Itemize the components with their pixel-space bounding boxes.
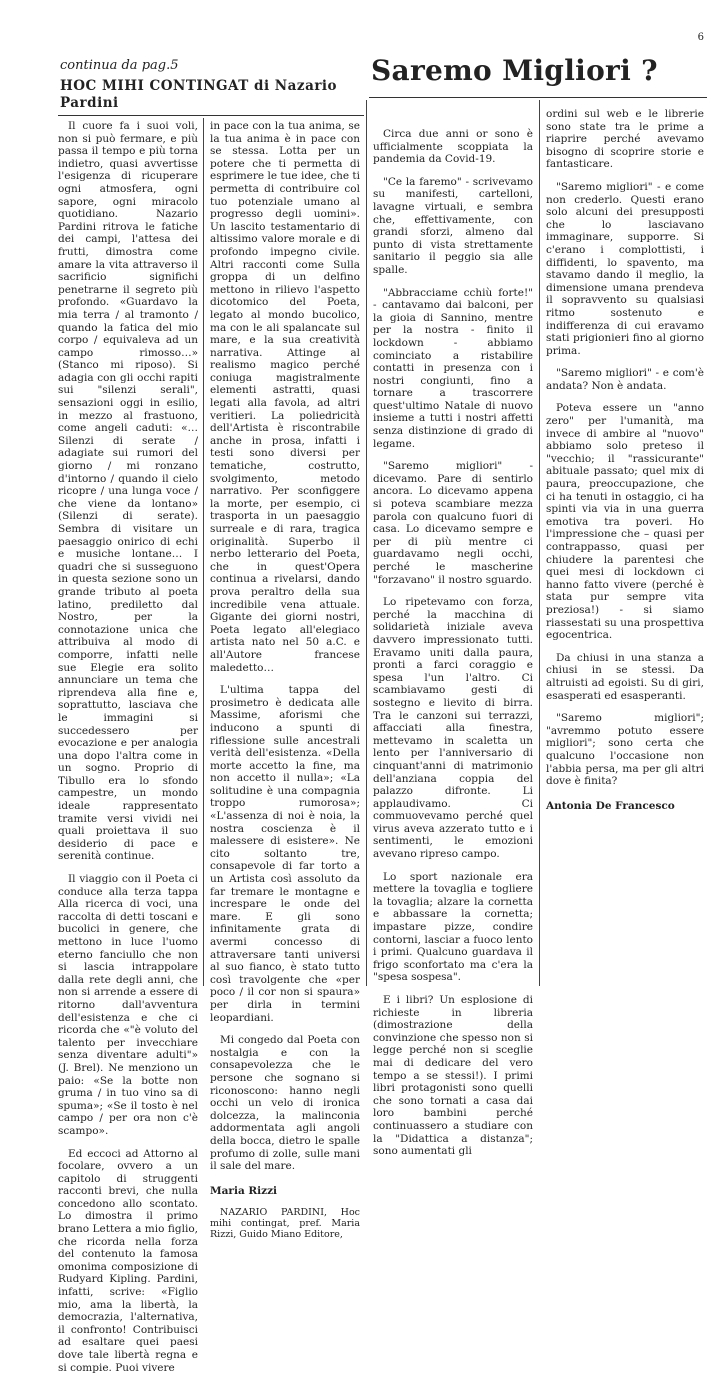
- paragraph: Ed eccoci ad Attorno al focolare, ovvero a un capitolo di struggenti racconti brevi, che nulla concedono allo scontato. Lo dimostra il primo brano Lettera a mio figlio, che ricorda nella forza del contenuto la famosa omonima composizione di Rudyard Kipling. Pardini, infatti, scrive: «Figlio mio, ama la libertà, la democrazia, l'alternativa, il confronto! Contribuisci ad esaltare quei paesi dove tale libertà regna e si compie. Puoi vivere: [58, 1148, 198, 1374]
- paragraph: Circa due anni or sono è ufficialmente scoppiata la pandemia da Covid-19.: [373, 128, 533, 166]
- paragraph: Mi congedo dal Poeta con nostalgia e con la consapevolezza che le persone che sognano si riconoscono: hanno negli occhi un velo di ironica dolcezza, la malinconia addormentata agli angoli della bocca, dietro le spalle profumo di zolle, sulle mani il sale del mare.: [210, 1034, 360, 1173]
- article-heading-left: HOC MIHI CONTINGAT di Nazario Pardini: [60, 78, 360, 112]
- column-divider: [203, 118, 204, 986]
- column-3: [373, 128, 533, 984]
- paragraph: Lo ripetevamo con forza, perché la macchina di solidarietà iniziale aveva davvero impressionato tutti. Eravamo uniti dalla paura, pronti a farci coraggio e spesa l'un l'altro. Ci scambiavamo gesti di sostegno e lievito di birra. Tra le canzoni sui terrazzi, affacciati alla finestra, mettevamo in scaletta un lento per l'anniversario di cinquant'anni di matrimonio dell'anziana coppia del palazzo difronte. Li applaudivamo. Ci commuovevamo perché quel virus aveva azzerato tutto e i sentimenti, le emozioni avevano ripreso campo.: [373, 596, 533, 860]
- paragraph: Il cuore fa i suoi voli, non si può fermare, e più passa il tempo e più torna indietro, quasi avvertisse l'esigenza di ricuperare ogni atmosfera, ogni sapore, ogni miracolo quotidiano. Nazario Pardini ritrova le fatiche dei campi, l'attesa dei frutti, dimostra come amare la vita attraverso il sacrificio significhi penetrarne il segreto più profondo. «Guardavo la mia terra / al tramonto / quando la fatica del mio corpo / equivaleva ad un campo rimosso…» (Stanco mi riposo). Si adagia con gli occhi rapiti sui "silenzi serali", sensazioni oggi in esilio, in mezzo al frastuono, come angeli caduti: «…Silenzi di serate / adagiate sui rumori del giorno / mi ronzano d'intorno / quando il cielo ricopre / una lunga voce / che viene da lontano» (Silenzi di serate). Sembra di visitare un paesaggio onirico di echi e musiche lontane… I quadri che si susseguono in questa sezione sono un grande tributo al poeta latino, prediletto dal Nostro, per la connotazione unica che attribuiva al modo di comporre, infatti nelle sue Elegie era solito annunciare un tema che riprendeva alla fine e, soprattutto, lasciava che le immagini si succedessero per evocazione e per analogia una dopo l'altra come in un sogno. Proprio di Tibullo era lo sfondo campestre, un mondo ideale rappresentato tramite versi vividi nei quali proiettava il suo desiderio di pace e serenità continue.: [58, 120, 198, 863]
- article-title-right: Saremo Migliori ?: [371, 54, 701, 87]
- column-divider: [366, 100, 367, 986]
- paragraph: "Ce la faremo" - scrivevamo su manifesti, cartelloni, lavagne virtuali, e sembra che, effettivamente, con grandi sforzi, almeno dal punto di vista strettamente sanitario il peggio sia alle spalle.: [373, 176, 533, 277]
- paragraph: "Saremo migliori" - dicevamo. Pare di sentirlo ancora. Lo dicevamo appena si poteva scambiare mezza parola con qualcuno fuori di casa. Lo dicevamo sempre e per di più mentre ci guardavamo negli occhi, perché le mascherine "forzavano" il nostro sguardo.: [373, 460, 533, 586]
- paragraph: "Saremo migliori"; "avremmo potuto essere migliori"; sono certa che qualcuno l'occasione non l'abbia persa, ma per gli altri dove è finita?: [546, 712, 704, 788]
- author-signature: Maria Rizzi: [210, 1185, 360, 1198]
- heading-rule-left: [58, 115, 364, 116]
- paragraph: Poteva essere un "anno zero" per l'umanità, ma invece di ambire al "nuovo" abbiamo solo preteso il "vecchio; il "rassicurante" abituale passato; quel mix di paura, preoccupazione, che ci ha tenuti in ostaggio, ci ha spinti via via in una guerra emotiva tra poveri. Ho l'impressione che – quasi per contrappasso, quasi per chiudere la parentesi che quei mesi di lockdown ci hanno fatto vivere (perché è stata pur sempre vita preziosa!) - si siamo riassestati su una prospettiva egocentrica.: [546, 402, 704, 641]
- continued-label: continua da pag.5: [60, 58, 179, 73]
- paragraph: E i libri? Un esplosione di richieste in libreria (dimostrazione della convinzione che spesso non si legge perché non si sceglie mai di dedicare del vero tempo a se stessi!). I primi libri protagonisti sono quelli che sono tornati a casa dai loro bambini perché continuassero a studiare con la "Didattica a distanza"; sono aumentati gli: [373, 994, 533, 1158]
- paragraph: "Saremo migliori" - e come non crederlo. Questi erano solo alcuni dei presupposti che lo lasciavano immaginare, supporre. Si c'erano i complottisti, i diffidenti, lo spavento, ma stavamo dando il meglio, la dimensione umana prendeva il sopravvento su qualsiasi ritmo sostenuto e indifferenza di cui eravamo stati prigionieri fino al giorno prima.: [546, 181, 704, 357]
- paragraph: Lo sport nazionale era mettere la tovaglia e togliere la tovaglia; alzare la cornetta e abbassare la cornetta; impastare pizze, condire contorni, lasciar a fuoco lento i primi. Qualcuno guardava il frigo sconfortato ma c'era la "spesa sospesa".: [373, 871, 533, 984]
- paragraph: Il viaggio con il Poeta ci conduce alla terza tappa Alla ricerca di voci, una raccolta di detti toscani e bucolici in genere, che mettono in luce l'uomo eterno fanciullo che non si lascia intrappolare dalla rete degli anni, che non si arrende a essere di ritorno dall'avventura dell'esistenza e che ci ricorda che «"è voluto del talento per invecchiare senza diventare adulti"» (J. Brel). Ne menziono un paio: «Se la botte non gruma / in tuo vino sa di spuma»; «Se il tosto è nel campo / per ora non c'è scampo».: [58, 873, 198, 1137]
- paragraph: L'ultima tappa del prosimetro è dedicata alle Massime, aforismi che inducono a spunti di riflessione sulle ancestrali verità dell'esistenza. «Della morte accetto la fine, ma non accetto il nulla»; «La solitudine è una compagnia troppo rumorosa»; «L'assenza di noi è noia, la nostra coscienza è il malessere di esistere». Ne cito soltanto tre, consapevole di far torto a un Artista così assoluto da far tremare le montagne e increspare le onde del mare. E gli sono infinitamente grata di avermi concesso di attraversare tanti universi al suo fianco, è stato tutto così travolgente che «per poco / il cor non si spaura» per dirla in termini leopardiani.: [210, 684, 360, 1024]
- paragraph: "Abbracciame cchiù forte!" - cantavamo dai balconi, per la gioia di Sannino, mentre per la nostra - finito il lockdown - abbiamo cominciato a ristabilire contatti in presenza con i nostri congiunti, fino a tornare a trascorrere quest'ultimo Natale di nuovo insieme a tutti i nostri affetti senza distinzione di grado di legame.: [373, 287, 533, 451]
- heading-rule-right: [369, 97, 707, 98]
- book-credit: NAZARIO PARDINI, Hoc mihi contingat, pref. Maria Rizzi, Guido Miano Editore,: [210, 1207, 360, 1240]
- column-divider: [539, 100, 540, 986]
- column-2: [210, 120, 360, 984]
- paragraph: ordini sul web e le librerie sono state tra le prime a riaprire perché avevamo bisogno di scoprire storie e fantasticare.: [546, 108, 704, 171]
- column-1: [58, 120, 198, 984]
- paragraph: Da chiusi in una stanza a chiusi in se stessi. Da altruisti ad egoisti. Su di giri, esasperati ed esasperanti.: [546, 652, 704, 702]
- author-signature: Antonia De Francesco: [546, 800, 704, 813]
- page-number: 6: [698, 32, 704, 43]
- paragraph: "Saremo migliori" - e com'è andata? Non è andata.: [546, 367, 704, 392]
- column-4: [546, 108, 704, 808]
- paragraph: in pace con la tua anima, se la tua anima è in pace con se stessa. Lotta per un potere che ti permetta di esprimere le tue idee, che ti permetta di contribuire col tuo potenziale umano al progresso degli uomini». Un lascito testamentario di altissimo valore morale e di profondo impegno civile. Altri racconti come Sulla groppa di un delfino mettono in rilievo l'aspetto dicotomico del Poeta, legato al mondo bucolico, ma con le ali spalancate sul mare, e la sua creatività narrativa. Attinge al realismo magico perché coniuga magistralmente elementi astratti, quasi legati alla favola, ad altri veritieri. La poliedricità dell'Artista è riscontrabile anche in prosa, infatti i testi sono diversi per tematiche, costrutto, svolgimento, metodo narrativo. Per sconfiggere la morte, per esempio, ci trasporta in un paesaggio surreale e di rara, tragica originalità. Superbo il nerbo letterario del Poeta, che in quest'Opera continua a rivelarsi, dando prova peraltro della sua incredibile vena attuale. Gigante dei giorni nostri, Poeta legato all'elegiaco artista nato nel 50 a.C. e all'Autore francese maledetto…: [210, 120, 360, 674]
